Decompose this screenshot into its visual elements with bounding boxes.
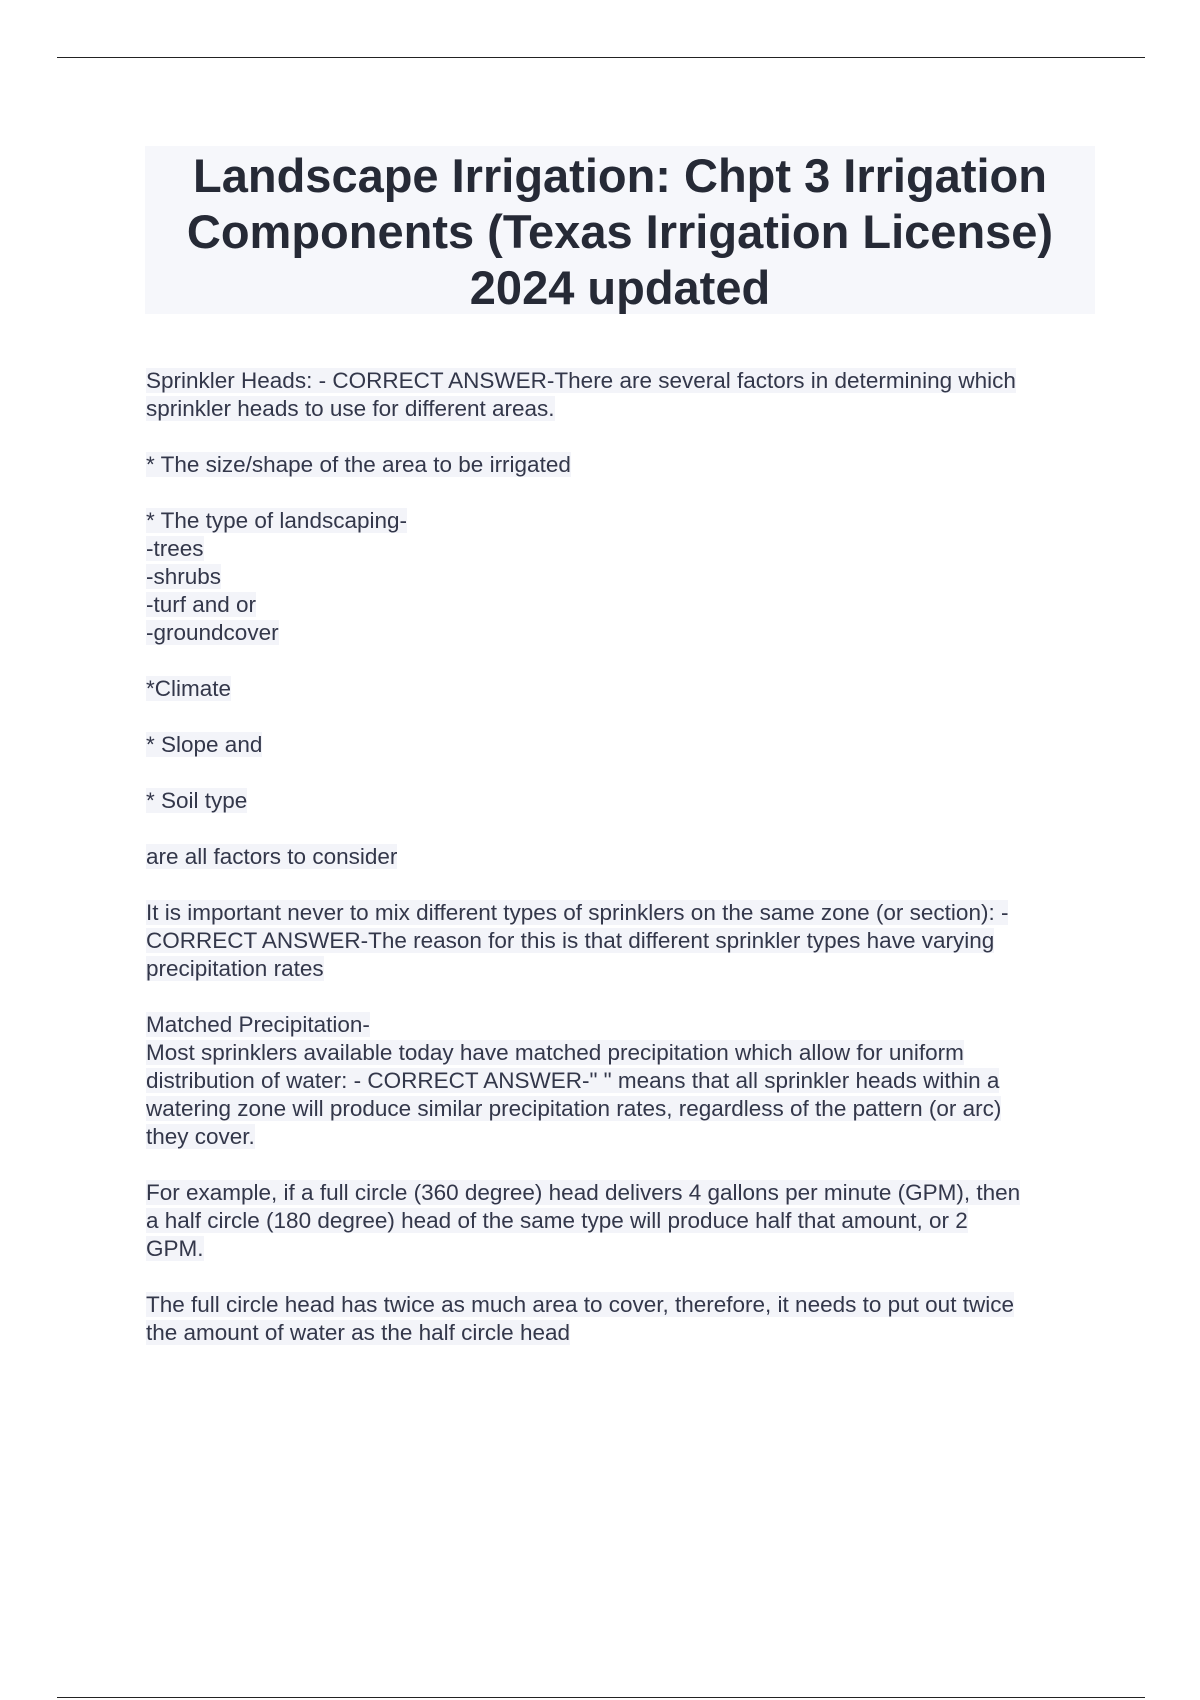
paragraph-sprinkler-heads: [146, 367, 1096, 423]
paragraph-soil: [146, 787, 1096, 815]
text-line: The full circle head has twice as much area to cover, therefore, it needs to put out twice: [146, 1292, 1014, 1317]
paragraph-factors: [146, 843, 1096, 871]
title-line: Landscape Irrigation: Chpt 3 Irrigation: [193, 149, 1047, 202]
title-line: 2024 updated: [469, 261, 771, 314]
text-line: precipitation rates: [146, 956, 324, 981]
text-line: CORRECT ANSWER-The reason for this is that different sprinkler types have varying: [146, 928, 995, 953]
top-rule: [57, 57, 1145, 58]
paragraph-mix-sprinklers: [146, 899, 1096, 983]
text-line: -groundcover: [146, 620, 279, 645]
paragraph-full-circle: [146, 1291, 1096, 1347]
text-line: sprinkler heads to use for different areas.: [146, 396, 555, 421]
text-line: For example, if a full circle (360 degree) head delivers 4 gallons per minute (GPM), then: [146, 1180, 1021, 1205]
text-line: * The size/shape of the area to be irrigated: [146, 452, 571, 477]
text-line: distribution of water: - CORRECT ANSWER-" " means that all sprinkler heads within a: [146, 1068, 1000, 1093]
text-line: *Climate: [146, 676, 232, 701]
text-line: * The type of landscaping-: [146, 508, 408, 533]
text-line: GPM.: [146, 1236, 204, 1261]
text-line: Most sprinklers available today have matched precipitation which allow for uniform: [146, 1040, 964, 1065]
text-line: It is important never to mix different types of sprinklers on the same zone (or section): -: [146, 900, 1009, 925]
paragraph-climate: [146, 675, 1096, 703]
bottom-rule: [57, 1697, 1145, 1698]
text-line: a half circle (180 degree) head of the same type will produce half that amount, or 2: [146, 1208, 968, 1233]
text-line: watering zone will produce similar precipitation rates, regardless of the pattern (or arc): [146, 1096, 1002, 1121]
text-line: the amount of water as the half circle head: [146, 1320, 570, 1345]
text-line: -shrubs: [146, 564, 222, 589]
text-line: -turf and or: [146, 592, 257, 617]
document-body: [146, 367, 1096, 1347]
paragraph-slope: [146, 731, 1096, 759]
paragraph-landscaping: [146, 507, 1096, 647]
paragraph-matched-precipitation: [146, 1011, 1096, 1151]
document-title: [145, 148, 1095, 316]
paragraph-example: [146, 1179, 1096, 1263]
paragraph-size-shape: [146, 451, 1096, 479]
text-line: * Slope and: [146, 732, 263, 757]
title-box: [145, 146, 1095, 314]
text-line: they cover.: [146, 1124, 255, 1149]
text-line: -trees: [146, 536, 204, 561]
text-line: Sprinkler Heads: - CORRECT ANSWER-There are several factors in determining which: [146, 368, 1016, 393]
text-line: Matched Precipitation-: [146, 1012, 370, 1037]
text-line: * Soil type: [146, 788, 248, 813]
text-line: are all factors to consider: [146, 844, 398, 869]
title-line: Components (Texas Irrigation License): [186, 205, 1054, 258]
